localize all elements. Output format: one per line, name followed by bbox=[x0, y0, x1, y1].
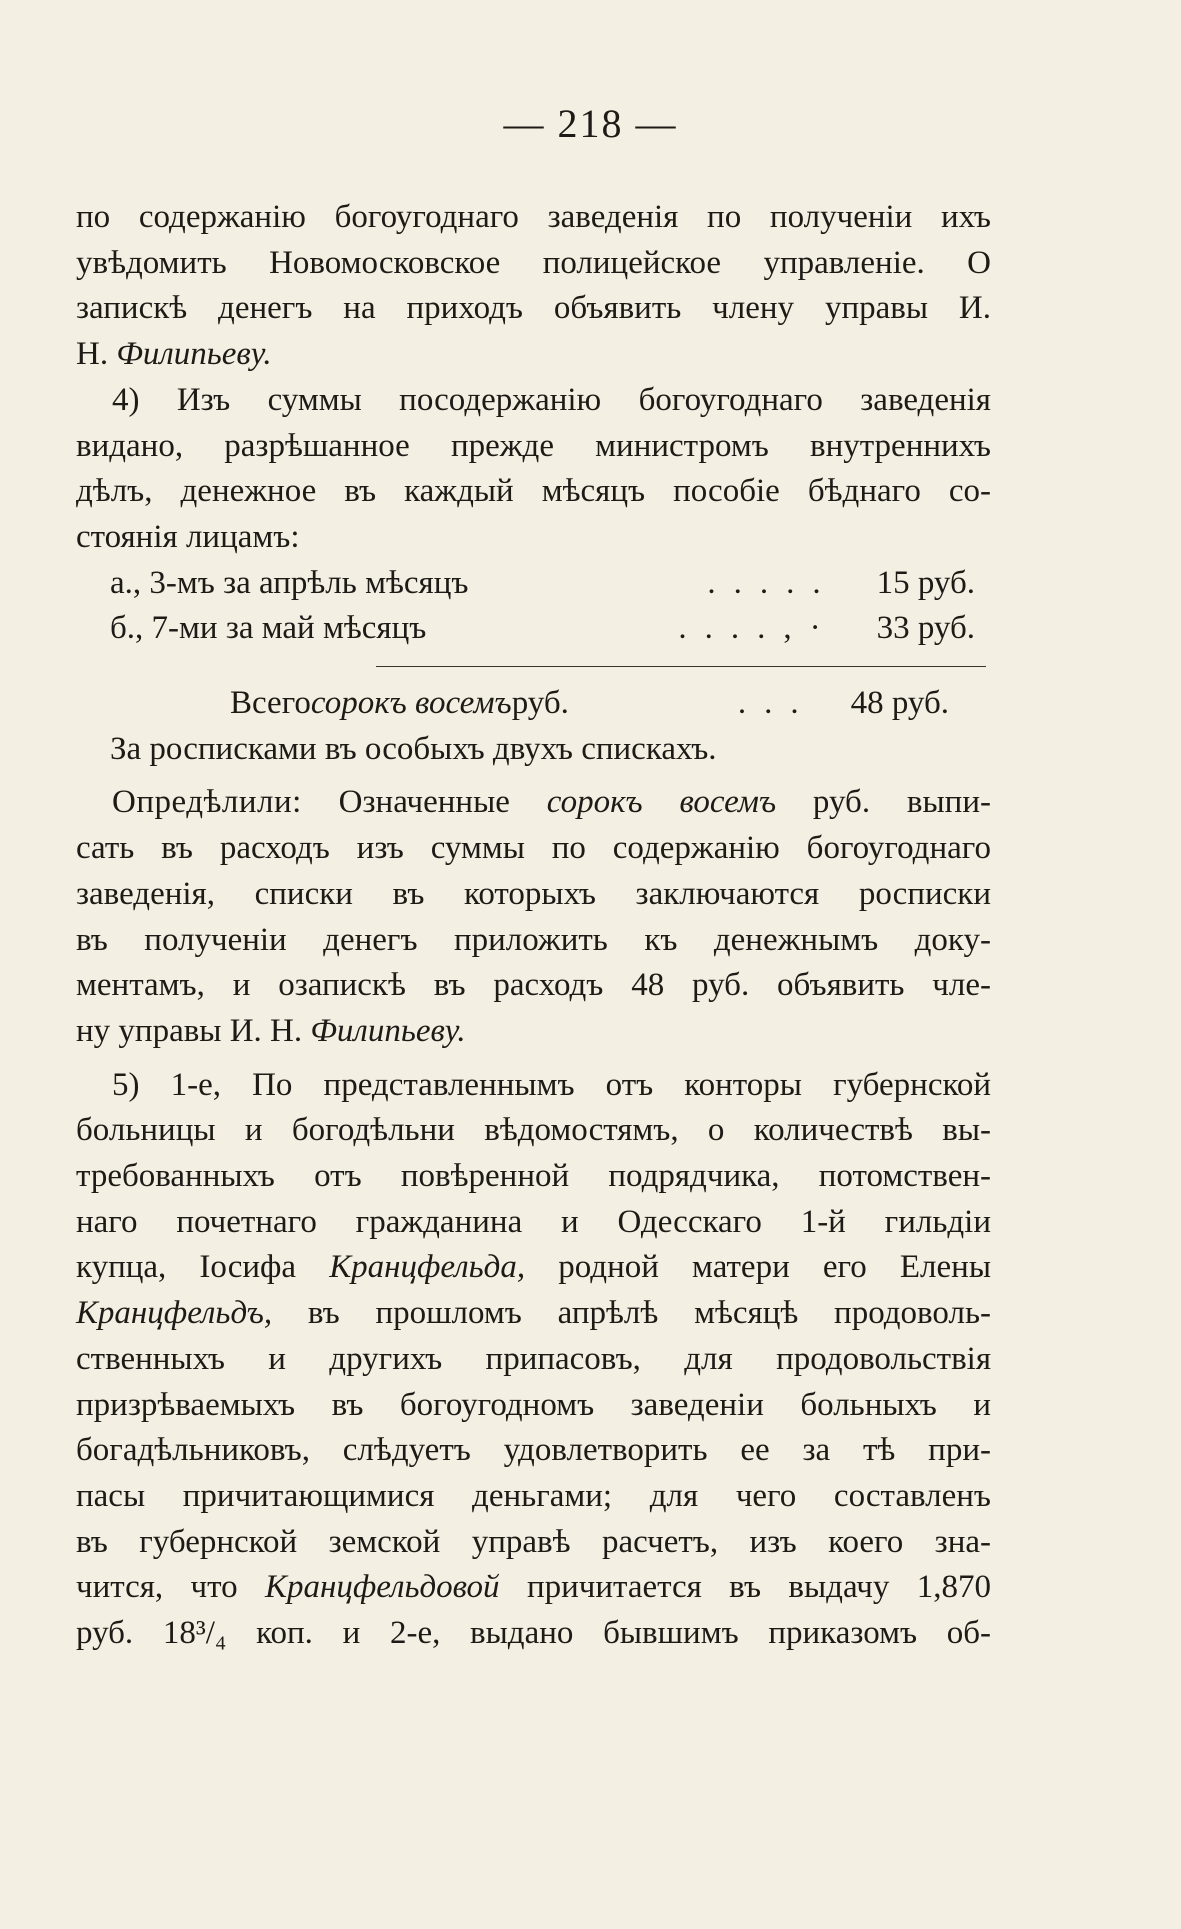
text-fragment: чится, что bbox=[76, 1569, 266, 1606]
list-item bbox=[76, 606, 991, 652]
item-amount: 33 руб. bbox=[876, 610, 975, 647]
text-line: ственныхъ и другихъ припасовъ, для продовольствія bbox=[76, 1340, 991, 1377]
person-name: Кранцфельдъ, bbox=[76, 1295, 273, 1332]
text-line: больницы и богодѣльни вѣдомостямъ, о количествѣ вы- bbox=[76, 1112, 991, 1149]
text-line: заведенія, списки въ которыхъ заключаются росписки bbox=[76, 875, 991, 912]
text-fragment: въ прошломъ апрѣлѣ мѣсяцѣ продоволь- bbox=[272, 1295, 991, 1332]
item-label: а., 3-мъ за апрѣль мѣсяцъ bbox=[110, 564, 469, 601]
text-line bbox=[76, 1291, 991, 1337]
text-line: запискѣ денегъ на приходъ объявить члену управы И. bbox=[76, 290, 991, 327]
item-amount: 15 руб. bbox=[876, 564, 975, 601]
text-fragment: родной матери его Елены bbox=[525, 1249, 991, 1286]
leader-dots: ... bbox=[737, 685, 817, 722]
text-line: сать въ расходъ изъ суммы по содержанію богоугоднаго bbox=[76, 830, 991, 867]
text-line: 5) 1-е, По представленнымъ отъ конторы губернской bbox=[112, 1066, 991, 1103]
text-line bbox=[76, 1565, 991, 1611]
sum-rule bbox=[376, 666, 986, 667]
person-name: Кранцфельдовой bbox=[265, 1569, 500, 1606]
text-line: 4) Изъ суммы посодержанію богоугоднаго заведенія bbox=[112, 381, 991, 418]
text-line: въ полученіи денегъ приложить къ денежнымъ доку- bbox=[76, 921, 991, 958]
list-item bbox=[76, 561, 991, 607]
total-words: сорокъ восемъ bbox=[310, 685, 512, 722]
text-line: стоянія лицамъ: bbox=[76, 518, 300, 555]
total-line bbox=[76, 681, 991, 727]
text-line bbox=[76, 1245, 991, 1291]
text-fragment: руб. выпи- bbox=[776, 784, 991, 821]
leader-dots: ....,· bbox=[678, 610, 839, 647]
text-line: увѣдомить Новомосковское полицейское управленіе. О bbox=[76, 244, 991, 281]
total-amount: 48 руб. bbox=[850, 685, 949, 722]
spacer bbox=[76, 1055, 991, 1063]
text-line: богадѣльниковъ, слѣдуетъ удовлетворить ее за тѣ при- bbox=[76, 1432, 991, 1469]
text-line bbox=[76, 780, 991, 826]
text-line: видано, разрѣшанное прежде министромъ внутреннихъ bbox=[76, 427, 991, 464]
text-fragment: Означенные bbox=[301, 784, 547, 821]
text-fragment: купца, Іосифа bbox=[76, 1249, 330, 1286]
text-line: пасы причитающимися деньгами; для чего составленъ bbox=[76, 1477, 991, 1514]
page-number: — 218 — bbox=[503, 101, 678, 146]
amount-words: сорокъ восемъ bbox=[546, 784, 777, 821]
text-line bbox=[76, 332, 991, 378]
text-line: дѣлъ, денежное въ каждый мѣсяцъ пособіе бѣднаго со- bbox=[76, 473, 991, 510]
person-name: Филипьеву. bbox=[310, 1012, 466, 1049]
person-name: Кранцфельда, bbox=[329, 1249, 526, 1286]
text-line: въ губернской земской управѣ расчетъ, изъ коего зна- bbox=[76, 1523, 991, 1560]
text-fragment: ну управы И. Н. bbox=[76, 1012, 311, 1049]
text-line bbox=[76, 1009, 991, 1055]
body-text bbox=[76, 195, 991, 1657]
text-line: призрѣваемыхъ въ богоугодномъ заведеніи больныхъ и bbox=[76, 1386, 991, 1423]
person-name: Филипьеву. bbox=[116, 336, 272, 373]
text-line: наго почетнаго гражданина и Одесскаго 1-й гильдіи bbox=[76, 1203, 991, 1240]
text-fragment: Н. bbox=[76, 336, 117, 373]
spacer bbox=[76, 772, 991, 780]
leader-dots: ..... bbox=[707, 564, 839, 601]
text-line: ментамъ, и озапискѣ въ расходъ 48 руб. объявить чле- bbox=[76, 967, 991, 1004]
text-fragment: причитается въ выдачу 1,870 bbox=[499, 1569, 991, 1606]
text-line: требованныхъ отъ повѣренной подрядчика, потомствен- bbox=[76, 1158, 991, 1195]
total-suffix: руб. bbox=[511, 685, 569, 722]
text-line: За росписками въ особыхъ двухъ спискахъ. bbox=[110, 730, 717, 767]
item-label: б., 7-ми за май мѣсяцъ bbox=[110, 610, 427, 647]
decree-label: Опредѣлили: bbox=[112, 784, 302, 821]
text-line: по содержанію богоугоднаго заведенія по полученіи ихъ bbox=[76, 199, 991, 235]
total-prefix: Всего bbox=[230, 685, 311, 722]
text-line: руб. 18³/₄ коп. и 2-е, выдано бывшимъ приказомъ об- bbox=[76, 1615, 991, 1652]
